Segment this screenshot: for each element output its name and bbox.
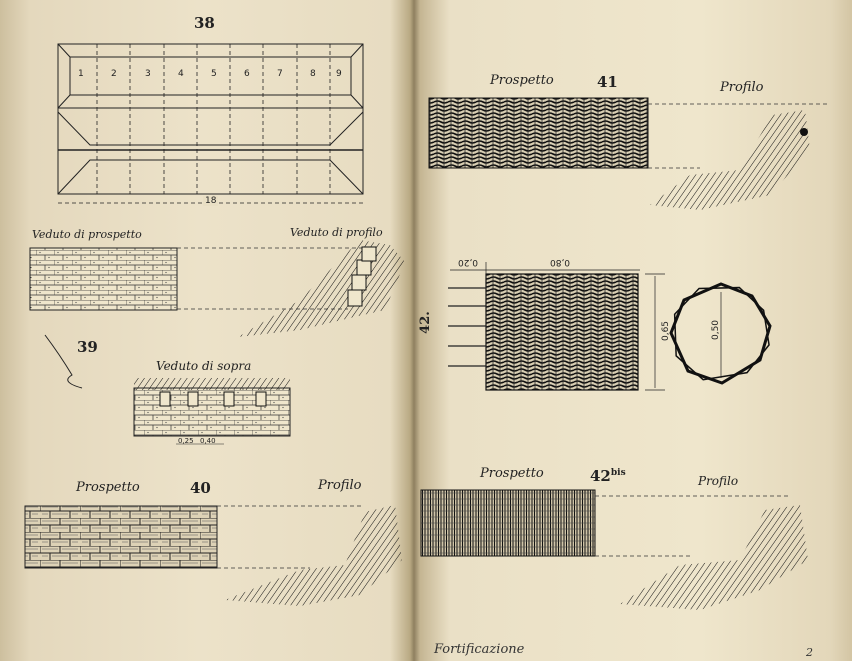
fig39-side-label: Veduto di profilo xyxy=(290,226,383,239)
figure-42-number: 42. xyxy=(417,311,433,334)
figure-42bis-number xyxy=(590,467,626,485)
figure-39-number: 39 xyxy=(77,338,98,356)
figure-38-number: 38 xyxy=(194,14,215,32)
fig42-drawing xyxy=(448,262,785,398)
fig39-dimension-b: 0,40 xyxy=(200,437,216,445)
bay-number: 4 xyxy=(178,69,184,79)
fig38-drawing xyxy=(58,44,363,203)
bay-number: 6 xyxy=(244,69,250,79)
fig42bis-side-label: Profilo xyxy=(698,474,739,488)
figure-42bis-suffix: bis xyxy=(610,468,626,478)
fig42-dimension-height: 0,65 xyxy=(661,320,672,342)
fig42bis-drawing xyxy=(421,490,808,610)
figure-42bis-main: 42 xyxy=(590,467,611,485)
bay-number: 2 xyxy=(111,69,117,79)
bay-number: 7 xyxy=(277,69,283,79)
bay-number: 3 xyxy=(145,69,151,79)
figure-41-number: 41 xyxy=(597,73,618,91)
fig39-top-label: Veduto di sopra xyxy=(156,359,252,373)
fig39-dimension-a: 0,25 xyxy=(178,437,194,445)
bay-number: 8 xyxy=(310,69,316,79)
fig38-length-label: 18 xyxy=(205,196,217,206)
fig40-front-label: Prospetto xyxy=(76,480,140,495)
fig41-side-label: Profilo xyxy=(720,80,764,95)
page-number: 2 xyxy=(806,646,813,659)
fig41-front-label: Prospetto xyxy=(490,73,554,88)
footer-title: Fortificazione xyxy=(434,642,525,657)
fig39-front-label: Veduto di prospetto xyxy=(32,228,142,241)
bay-number: 5 xyxy=(211,69,217,79)
bay-number: 9 xyxy=(336,69,342,79)
fig42-dimension-end: 0,20 xyxy=(458,257,479,267)
fig42-dimension-diameter: 0,50 xyxy=(711,319,722,341)
fig42-dimension-length: 0,80 xyxy=(550,257,571,267)
fig40-side-label: Profilo xyxy=(318,478,362,493)
figure-40-number: 40 xyxy=(190,479,211,497)
fig41-drawing xyxy=(429,98,830,210)
bay-number: 1 xyxy=(78,69,84,79)
fig42bis-front-label: Prospetto xyxy=(480,466,544,481)
fig40-drawing xyxy=(25,505,402,606)
